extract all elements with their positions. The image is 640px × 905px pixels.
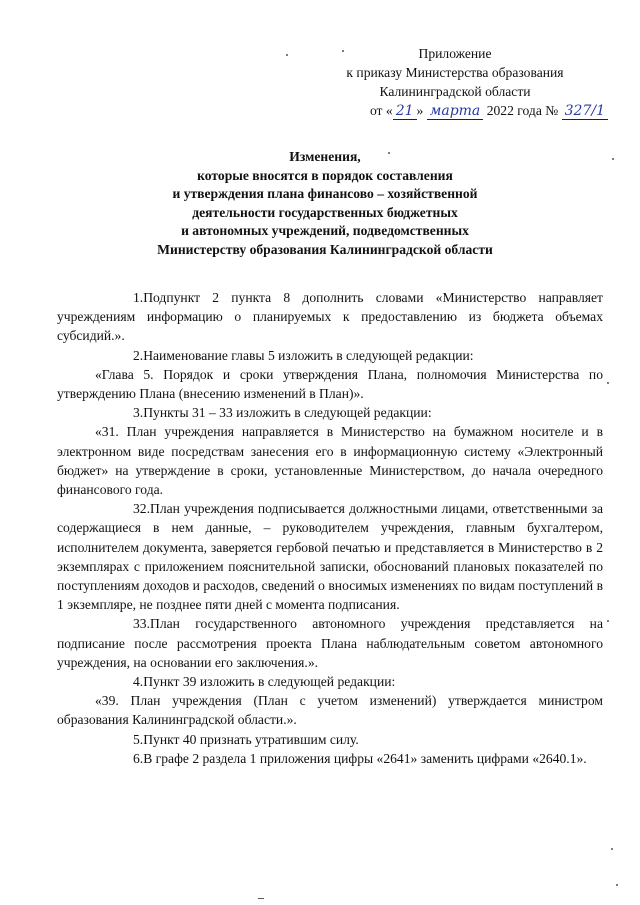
scan-speck (388, 152, 390, 154)
paragraph-text: «31. План учреждения направляется в Министерство на бумажном носителе и в электронном виде посредствам занесения его в информационную систему «Электронный бюджет» на утверждение в сроки, установленные Министерством, до начала очередного финансового года. (57, 424, 603, 498)
scan-speck (612, 158, 614, 160)
title-line: Министерству образования Калининградской области (157, 241, 493, 257)
title-line: и утверждения плана финансово – хозяйственной (172, 186, 478, 201)
paragraph-text: План государственного автономного учреждения представляется на подписание после рассмотрения проекта Плана наблюдательным советом автономного учреждения, на основании его заключения.». (57, 616, 603, 670)
date-month: марта (427, 103, 484, 120)
paragraph-text: Наименование главы 5 изложить в следующей редакции: (143, 347, 474, 363)
paragraph (57, 614, 603, 672)
paragraph (57, 730, 603, 749)
date-year: 2022 года № (486, 103, 559, 118)
title-line: и автономных учреждений, подведомственных (181, 223, 469, 238)
scan-speck (611, 848, 613, 850)
title-line: деятельности государственных бюджетных (192, 204, 458, 220)
appendix-header (300, 44, 610, 121)
paragraph-text: Пункт 40 признать утратившим силу. (143, 731, 359, 747)
paragraph (57, 691, 603, 729)
paragraph-text: Пункт 39 изложить в следующей редакции: (143, 674, 396, 690)
appendix-order-line: к приказу Министерства образования (346, 65, 564, 80)
paragraph-number: 3. (133, 405, 144, 421)
title-line: Изменения, (289, 149, 361, 164)
appendix-title: Приложение (418, 46, 492, 61)
appendix-region-line: Калининградской области (379, 84, 531, 99)
paragraph (57, 288, 603, 346)
date-day: 21 (393, 103, 417, 120)
paragraph (57, 365, 603, 403)
paragraph (57, 346, 603, 365)
scan-speck (342, 50, 344, 52)
paragraph (57, 403, 603, 422)
scan-speck (286, 54, 288, 56)
paragraph-number: 1. (133, 290, 144, 305)
paragraph-text: План учреждения подписывается должностными лицами, ответственными за содержащиеся в нем данные, – руководителем учреждения, главным бухгалтером, исполнителем документа, заверяется гербовой печатью и представляется в Министерство в 2 экземплярах с приложением пояснительной записки, обоснований плановых показателей по поступлениям доходов и расходов, сведений о вносимых изменениях по видам поступлений в 1 экземпляре, не позднее пяти дней с момента подписания. (57, 501, 603, 613)
paragraph-number: 5. (133, 731, 144, 747)
paragraph-number: 6. (133, 750, 144, 766)
paragraph-text: «39. План учреждения (План с учетом изменений) утверждается министром образования Калининградской области.». (57, 693, 603, 728)
paragraph (57, 749, 603, 768)
scan-speck (607, 382, 609, 384)
date-prefix: от « (369, 103, 393, 118)
paragraph-text: Подпункт 2 пункта 8 дополнить словами «Министерство направляет учреждениям информацию о планируемых к предоставлению из бюджета объемах субсидий.». (57, 290, 603, 344)
date-mid: » (416, 103, 424, 118)
paragraph-number: 32. (133, 501, 150, 517)
order-number: 327/1 (562, 103, 608, 120)
document-title (60, 148, 590, 259)
title-line: которые вносятся в порядок составления (197, 167, 453, 183)
paragraph-text: В графе 2 раздела 1 приложения цифры «2641» заменить цифрами «2640.1». (143, 750, 587, 766)
paragraph-text: «Глава 5. Порядок и сроки утверждения Плана, полномочия Министерства по утверждению Плана (внесению изменений в План)». (57, 366, 603, 402)
paragraph-text: Пункты 31 – 33 изложить в следующей редакции: (143, 405, 432, 421)
paragraph (57, 499, 603, 614)
paragraph (57, 672, 603, 691)
paragraph-number: 33. (133, 616, 150, 632)
document-body (57, 288, 603, 768)
paragraph-number: 2. (133, 347, 144, 363)
scan-speck (616, 884, 618, 886)
scan-speck (258, 898, 264, 899)
scan-speck (607, 620, 609, 622)
paragraph-number: 4. (133, 674, 144, 690)
paragraph (57, 422, 603, 499)
appendix-date-line (300, 101, 610, 121)
